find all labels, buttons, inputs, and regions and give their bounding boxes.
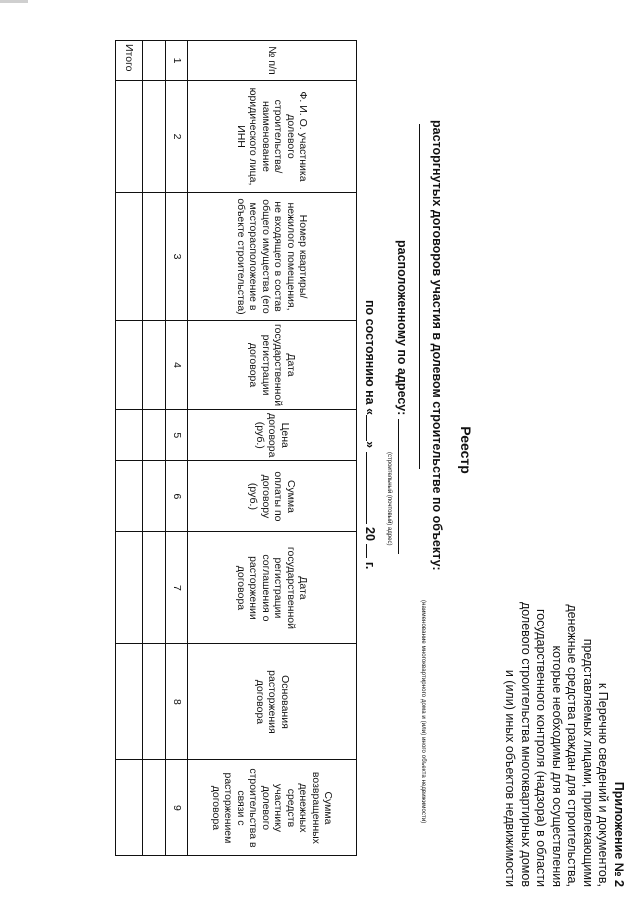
column-header: Дата государственной регистрации договора: [188, 321, 357, 410]
column-header: Номер квартиры/ нежилого помещения, не входящего в состав общего имущества (его месторасположение в объекте строительства): [188, 193, 357, 321]
table-cell: [143, 461, 166, 532]
table-cell: [143, 321, 166, 410]
column-number: 1: [166, 41, 188, 81]
table-cell: [116, 410, 143, 461]
table-cell: [116, 760, 143, 856]
column-header: Дата государственной регистрации соглашения о расторжении договора: [188, 532, 357, 644]
table-cell: [143, 410, 166, 461]
table-cell: [116, 81, 143, 193]
appendix-line: которые необходимы для осуществления: [550, 645, 564, 887]
column-header: Ф. И. О. участника долевого строительства/ наименование юридического лица, ИНН: [188, 81, 357, 193]
column-header: Сумма оплаты по договору (руб.): [188, 461, 357, 532]
column-number: 5: [166, 410, 188, 461]
registry-title: Реестр: [458, 426, 474, 474]
appendix-line: и (или) иных объектов недвижимости: [503, 669, 518, 887]
table-cell: [116, 644, 143, 760]
column-number-row: [166, 41, 188, 856]
appendix-line: к Перечню сведений и документов,: [596, 682, 611, 887]
registry-address-label: расположенному по адресу:: [395, 240, 409, 416]
table-cell: [143, 81, 166, 193]
column-header: Сумма возвращенных денежных средств участнику долевого строительства в связи с расторжением договора: [188, 760, 357, 856]
total-row: [116, 41, 143, 856]
registry-date-line: [363, 300, 377, 800]
appendix-title: Приложение № 2: [612, 781, 626, 887]
column-number: 7: [166, 532, 188, 644]
year-suffix: г.: [363, 561, 377, 570]
object-name-blank: [419, 124, 420, 469]
month-blank: [366, 452, 367, 524]
appendix-line: долевого строительства многоквартирных домов: [519, 601, 533, 887]
table-cell: [143, 532, 166, 644]
table-cell: [143, 193, 166, 321]
year-prefix: 20: [363, 527, 377, 541]
total-label: Итого: [116, 41, 143, 81]
appendix-line: государственного контроля (надзора) в области: [534, 608, 549, 887]
appendix-line: представляемых лицами, привлекающими: [581, 638, 595, 887]
column-header: № п/п: [188, 41, 357, 81]
object-caption: (наименование многоквартирного дома и (или) иного объекта недвижимости): [420, 600, 426, 824]
column-number: 8: [166, 644, 188, 760]
table-cell: [143, 644, 166, 760]
table-cell: [116, 193, 143, 321]
table-row: [143, 41, 166, 856]
address-caption: (строительный (почтовый) адрес): [386, 452, 392, 546]
table-cell: [143, 760, 166, 856]
table-cell: [116, 532, 143, 644]
column-header: Цена договора (руб.): [188, 410, 357, 461]
date-prefix: по состоянию на «: [363, 300, 377, 416]
registry-address-line: [395, 240, 409, 840]
column-number: 4: [166, 321, 188, 410]
table-cell: [143, 41, 166, 81]
table-cell: [116, 461, 143, 532]
column-header: Основания расторжения договора: [188, 644, 357, 760]
registry-table: [115, 40, 357, 856]
day-blank: [366, 415, 367, 441]
column-number: 9: [166, 760, 188, 856]
date-quote-close: »: [363, 441, 377, 449]
address-blank: [398, 419, 399, 554]
year-blank: [366, 544, 367, 558]
column-number: 2: [166, 81, 188, 193]
table-cell: [116, 321, 143, 410]
registry-object-label: расторгнутых договоров участия в долевом строительстве по объекту:: [430, 120, 444, 571]
table-header-row: [188, 41, 357, 856]
column-number: 3: [166, 193, 188, 321]
column-number: 6: [166, 461, 188, 532]
appendix-header: [502, 557, 626, 887]
appendix-line: денежные средства граждан для строительства,: [565, 604, 580, 887]
